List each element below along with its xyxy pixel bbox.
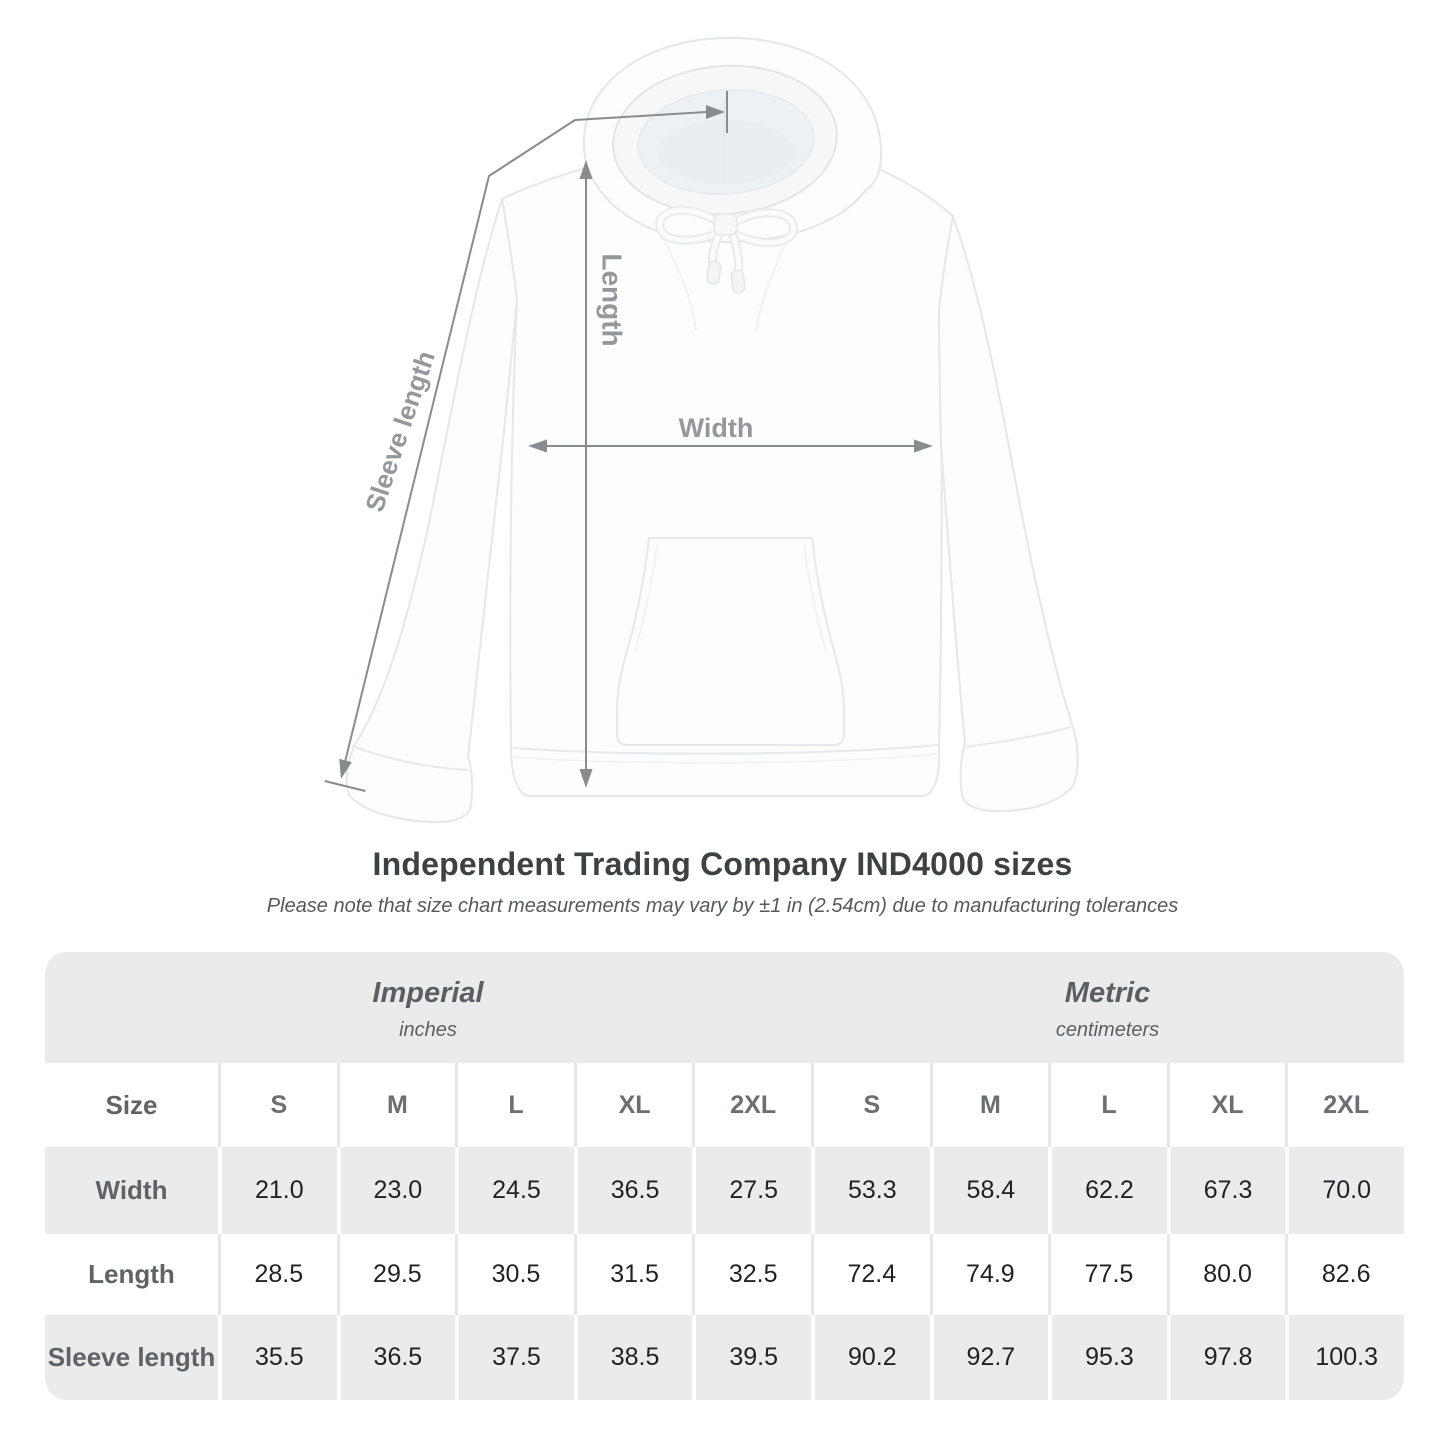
value-cell: 74.9 xyxy=(930,1234,1049,1315)
value-cell: 21.0 xyxy=(218,1147,337,1234)
value-cell: 39.5 xyxy=(692,1315,811,1400)
size-header-imperial-l: L xyxy=(455,1063,574,1147)
value-cell: 38.5 xyxy=(574,1315,693,1400)
size-header-metric-s: S xyxy=(811,1063,930,1147)
sleeve-length-label: Sleeve length xyxy=(359,347,441,516)
value-cell: 72.4 xyxy=(811,1234,930,1315)
page-title: Independent Trading Company IND4000 sizes xyxy=(372,846,1073,882)
value-cell: 28.5 xyxy=(218,1234,337,1315)
value-cell: 29.5 xyxy=(337,1234,456,1315)
size-header-imperial-m: M xyxy=(337,1063,456,1147)
value-cell: 62.2 xyxy=(1048,1147,1167,1234)
size-corner-cell: Size xyxy=(45,1063,218,1147)
size-header-imperial-s: S xyxy=(218,1063,337,1147)
value-cell: 31.5 xyxy=(574,1234,693,1315)
value-cell: 70.0 xyxy=(1285,1147,1404,1234)
measurement-row-sleeve-length xyxy=(45,1315,1404,1400)
value-cell: 80.0 xyxy=(1167,1234,1286,1315)
value-cell: 27.5 xyxy=(692,1147,811,1234)
size-header-metric-l: L xyxy=(1048,1063,1167,1147)
drawcord-knot xyxy=(714,214,737,235)
value-cell: 67.3 xyxy=(1167,1147,1286,1234)
value-cell: 92.7 xyxy=(930,1315,1049,1400)
kangaroo-pocket xyxy=(617,538,844,745)
value-cell: 95.3 xyxy=(1048,1315,1167,1400)
width-label: Width xyxy=(678,413,754,443)
value-cell: 35.5 xyxy=(218,1315,337,1400)
measurement-row-length xyxy=(45,1234,1404,1315)
value-cell: 82.6 xyxy=(1285,1234,1404,1315)
measurement-row-width xyxy=(45,1147,1404,1234)
table-rows xyxy=(45,1063,1404,1400)
imperial-section-header xyxy=(45,952,811,1063)
size-header-metric-xl: XL xyxy=(1167,1063,1286,1147)
unit-header-band xyxy=(45,952,1404,1063)
value-cell: 58.4 xyxy=(930,1147,1049,1234)
value-cell: 23.0 xyxy=(337,1147,456,1234)
value-cell: 90.2 xyxy=(811,1315,930,1400)
value-cell: 24.5 xyxy=(455,1147,574,1234)
value-cell: 30.5 xyxy=(455,1234,574,1315)
size-header-metric-2xl: 2XL xyxy=(1285,1063,1404,1147)
size-header-metric-m: M xyxy=(930,1063,1049,1147)
tolerance-note: Please note that size chart measurements may vary by ±1 in (2.54cm) due to manufacturing tolerances xyxy=(266,895,1179,917)
value-cell: 97.8 xyxy=(1167,1315,1286,1400)
size-table xyxy=(45,952,1404,1400)
row-label-width: Width xyxy=(45,1147,218,1234)
length-label: Length xyxy=(596,253,628,347)
value-cell: 77.5 xyxy=(1048,1234,1167,1315)
imperial-units: inches xyxy=(399,1019,457,1041)
value-cell: 36.5 xyxy=(337,1315,456,1400)
value-cell: 53.3 xyxy=(811,1147,930,1234)
row-label-length: Length xyxy=(45,1234,218,1315)
row-label-sleeve-length: Sleeve length xyxy=(45,1315,218,1400)
metric-title: Metric xyxy=(1064,977,1151,1009)
value-cell: 36.5 xyxy=(574,1147,693,1234)
size-header-imperial-2xl: 2XL xyxy=(692,1063,811,1147)
size-header-row xyxy=(45,1063,1404,1147)
size-header-imperial-xl: XL xyxy=(574,1063,693,1147)
hoodie-right-sleeve xyxy=(939,216,1078,811)
metric-section-header xyxy=(811,952,1404,1063)
value-cell: 32.5 xyxy=(692,1234,811,1315)
value-cell: 37.5 xyxy=(455,1315,574,1400)
drawcord-aglet-right xyxy=(731,269,745,293)
metric-units: centimeters xyxy=(1055,1019,1160,1041)
value-cell: 100.3 xyxy=(1285,1315,1404,1400)
imperial-title: Imperial xyxy=(372,977,484,1009)
